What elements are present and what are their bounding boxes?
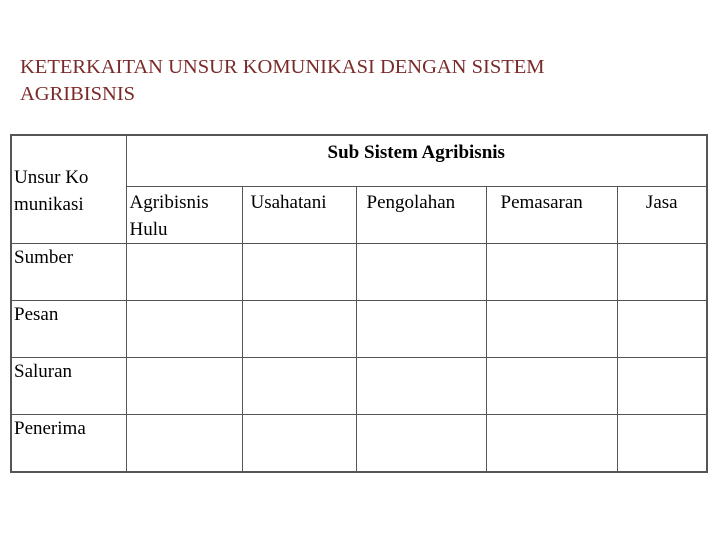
column-header-agribisnis-hulu [126,187,242,244]
table-row-pesan [11,301,707,358]
row-label-cell [11,415,126,473]
corner-header-cell [11,135,126,244]
table-cell [126,358,242,415]
column-header-label: Pengolahan [366,192,456,213]
row-label: Pesan [14,304,59,325]
table-cell [242,358,356,415]
column-header-usahatani [242,187,356,244]
table-row-penerima [11,415,707,473]
table-row-saluran [11,358,707,415]
table-cell [486,415,617,473]
column-header-label: Pemasaran [500,192,583,213]
table-cell [356,244,486,301]
column-header-label: Usahatani [250,192,327,213]
row-label: Penerima [14,418,86,439]
slide-title-line-2: AGRIBISNIS [20,83,136,105]
table-group-header-row [11,135,707,187]
table-cell [617,244,707,301]
column-header-label: Jasa [645,192,678,213]
table-cell [242,415,356,473]
row-label-cell [11,358,126,415]
table-cell [356,415,486,473]
table-cell [617,415,707,473]
row-label: Sumber [14,247,74,268]
slide-title [20,54,710,108]
row-label: Saluran [14,361,73,382]
table-cell [242,301,356,358]
column-header-jasa [617,187,707,244]
column-header-pengolahan [356,187,486,244]
table-cell [486,301,617,358]
table-cell [356,358,486,415]
slide-title-line-1: KETERKAITAN UNSUR KOMUNIKASI DENGAN SISTEM [20,56,545,78]
row-label-cell [11,301,126,358]
table-cell [617,358,707,415]
table-row-sumber [11,244,707,301]
communication-agribusiness-table [10,134,708,473]
table-cell [126,415,242,473]
group-header-cell [126,135,707,187]
table-cell [617,301,707,358]
table-cell [486,244,617,301]
table-cell [126,301,242,358]
table-cell [126,244,242,301]
row-label-cell [11,244,126,301]
table-cell [356,301,486,358]
group-header-label: Sub Sistem Agribisnis [327,142,505,163]
table-cell [486,358,617,415]
corner-header-label: Unsur Ko munikasi [14,167,89,215]
column-header-pemasaran [486,187,617,244]
column-header-label: Agribisnis Hulu [129,192,209,240]
table-cell [242,244,356,301]
